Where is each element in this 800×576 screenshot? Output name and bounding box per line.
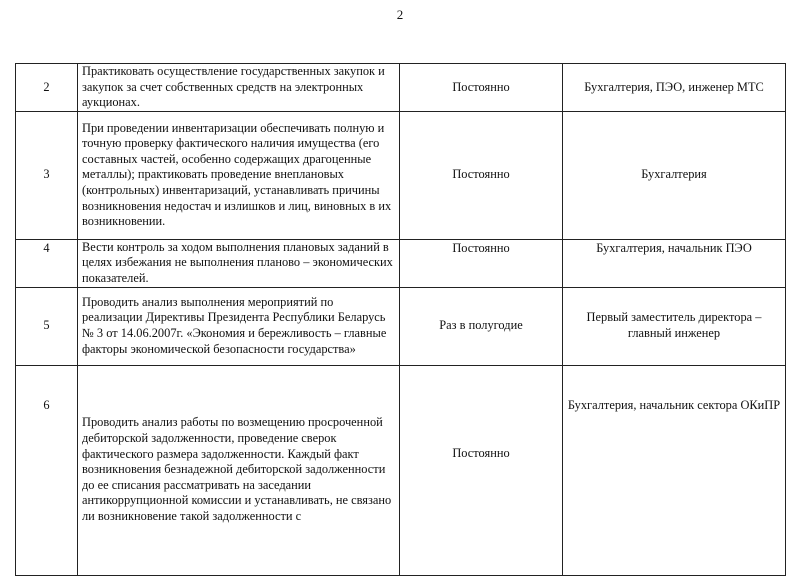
term-text: Постоянно <box>400 239 563 287</box>
responsible-text: Бухгалтерия <box>563 111 786 239</box>
row-number: 6 <box>16 365 78 575</box>
row-number: 4 <box>16 239 78 287</box>
row-number: 5 <box>16 287 78 365</box>
table-row <box>16 111 786 239</box>
measure-text: Практиковать осуществление государственных закупок и закупок за счет собственных средств на электронных аукционах. <box>78 64 400 112</box>
responsible-text: Бухгалтерия, начальник сектора ОКиПР <box>563 365 786 575</box>
responsible-text: Бухгалтерия, ПЭО, инженер МТС <box>563 64 786 112</box>
responsible-text: Бухгалтерия, начальник ПЭО <box>563 239 786 287</box>
measure-text: Проводить анализ выполнения мероприятий по реализации Директивы Президента Республики Беларусь № 3 от 14.06.2007г. «Экономия и бережливость – главные факторы экономической безопасности государства» <box>78 287 400 365</box>
term-text: Раз в полугодие <box>400 287 563 365</box>
table-row <box>16 239 786 287</box>
table-row <box>16 287 786 365</box>
row-number: 3 <box>16 111 78 239</box>
table-row <box>16 365 786 575</box>
measures-table <box>15 63 786 576</box>
table-row <box>16 64 786 112</box>
row-number: 2 <box>16 64 78 112</box>
page-number: 2 <box>396 7 404 22</box>
responsible-text: Первый заместитель директора – главный инженер <box>563 287 786 365</box>
measure-text: Проводить анализ работы по возмещению просроченной дебиторской задолженности, проведение сверок фактического размера задолженности. Каждый факт возникновения безнадежной дебиторской задолженности до ее списания рассматривать на заседании антикоррупционной комиссии и устанавливать, не связано ли возникновение такой задолженности с <box>78 365 400 575</box>
measure-text: При проведении инвентаризации обеспечивать полную и точную проверку фактического наличия имущества (его составных частей, особенно содержащих драгоценные металлы); практиковать проведение внеплановых (контрольных) инвентаризаций, устанавливать причины возникновения недостач и излишков и лиц, виновных в их возникновении. <box>78 111 400 239</box>
term-text: Постоянно <box>400 365 563 575</box>
term-text: Постоянно <box>400 111 563 239</box>
term-text: Постоянно <box>400 64 563 112</box>
measure-text: Вести контроль за ходом выполнения плановых заданий в целях избежания не выполнения планово – экономических показателей. <box>78 239 400 287</box>
